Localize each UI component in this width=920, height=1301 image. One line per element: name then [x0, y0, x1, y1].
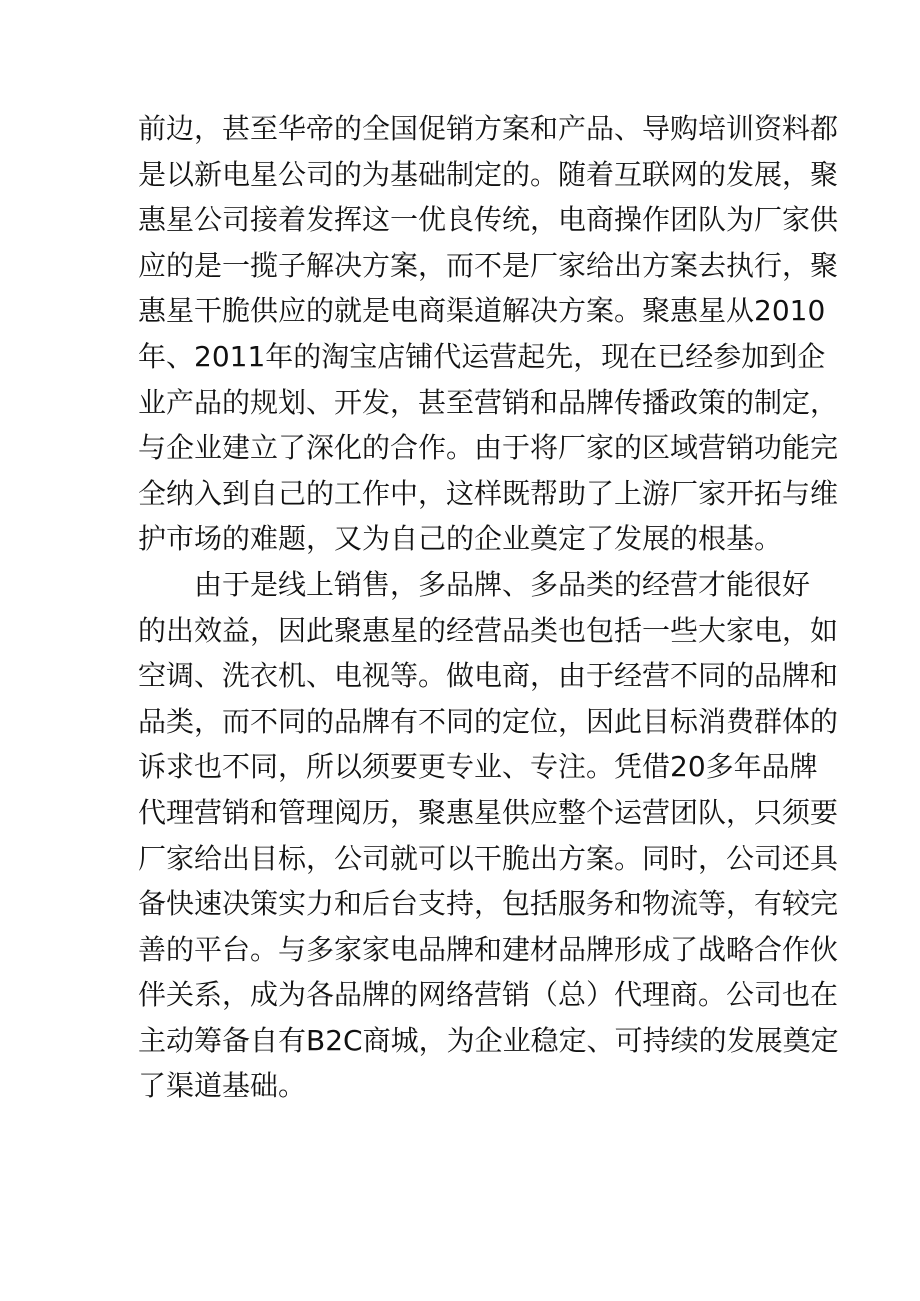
paragraph-2 — [138, 562, 839, 1109]
text-line: 应的是一揽子解决方案，而不是厂家给出方案去执行，聚 — [138, 248, 839, 282]
text-line: 业产品的规划、开发，甚至营销和品牌传播政策的制定， — [138, 385, 839, 419]
text-line: 伴关系，成为各品牌的网络营销（总）代理商。公司也在 — [138, 978, 839, 1012]
text-line: 备快速决策实力和后台支持，包括服务和物流等，有较完 — [138, 887, 839, 921]
text-line-indented: 由于是线上销售，多品牌、多品类的经营才能很好 — [194, 567, 811, 601]
text-line: 护市场的难题，又为自己的企业奠定了发展的根基。 — [138, 522, 783, 556]
text-line: 代理营销和管理阅历，聚惠星供应整个运营团队，只须要 — [138, 795, 839, 829]
text-line: 惠星干脆供应的就是电商渠道解决方案。聚惠星从2010 — [138, 294, 826, 328]
paragraph-1 — [138, 106, 839, 562]
text-line: 诉求也不同，所以须要更专业、专注。凭借20多年品牌 — [138, 750, 818, 784]
text-line: 厂家给出目标，公司就可以干脆出方案。同时，公司还具 — [138, 841, 839, 875]
body-text — [138, 106, 839, 1109]
text-line: 年、2011年的淘宝店铺代运营起先，现在已经参加到企 — [138, 339, 826, 373]
text-line: 品类，而不同的品牌有不同的定位，因此目标消费群体的 — [138, 704, 839, 738]
text-line: 全纳入到自己的工作中，这样既帮助了上游厂家开拓与维 — [138, 476, 839, 510]
text-line: 空调、洗衣机、电视等。做电商，由于经营不同的品牌和 — [138, 659, 839, 693]
text-line: 善的平台。与多家家电品牌和建材品牌形成了战略合作伙 — [138, 932, 839, 966]
text-line: 惠星公司接着发挥这一优良传统，电商操作团队为厂家供 — [138, 203, 839, 237]
text-line: 主动筹备自有B2C商城，为企业稳定、可持续的发展奠定 — [138, 1023, 839, 1057]
text-line: 与企业建立了深化的合作。由于将厂家的区域营销功能完 — [138, 431, 839, 465]
text-line: 是以新电星公司的为基础制定的。随着互联网的发展，聚 — [138, 157, 839, 191]
text-line: 前边，甚至华帝的全国促销方案和产品、导购培训资料都 — [138, 112, 839, 145]
text-line: 了渠道基础。 — [138, 1069, 307, 1103]
text-line: 的出效益，因此聚惠星的经营品类也包括一些大家电，如 — [138, 613, 839, 647]
